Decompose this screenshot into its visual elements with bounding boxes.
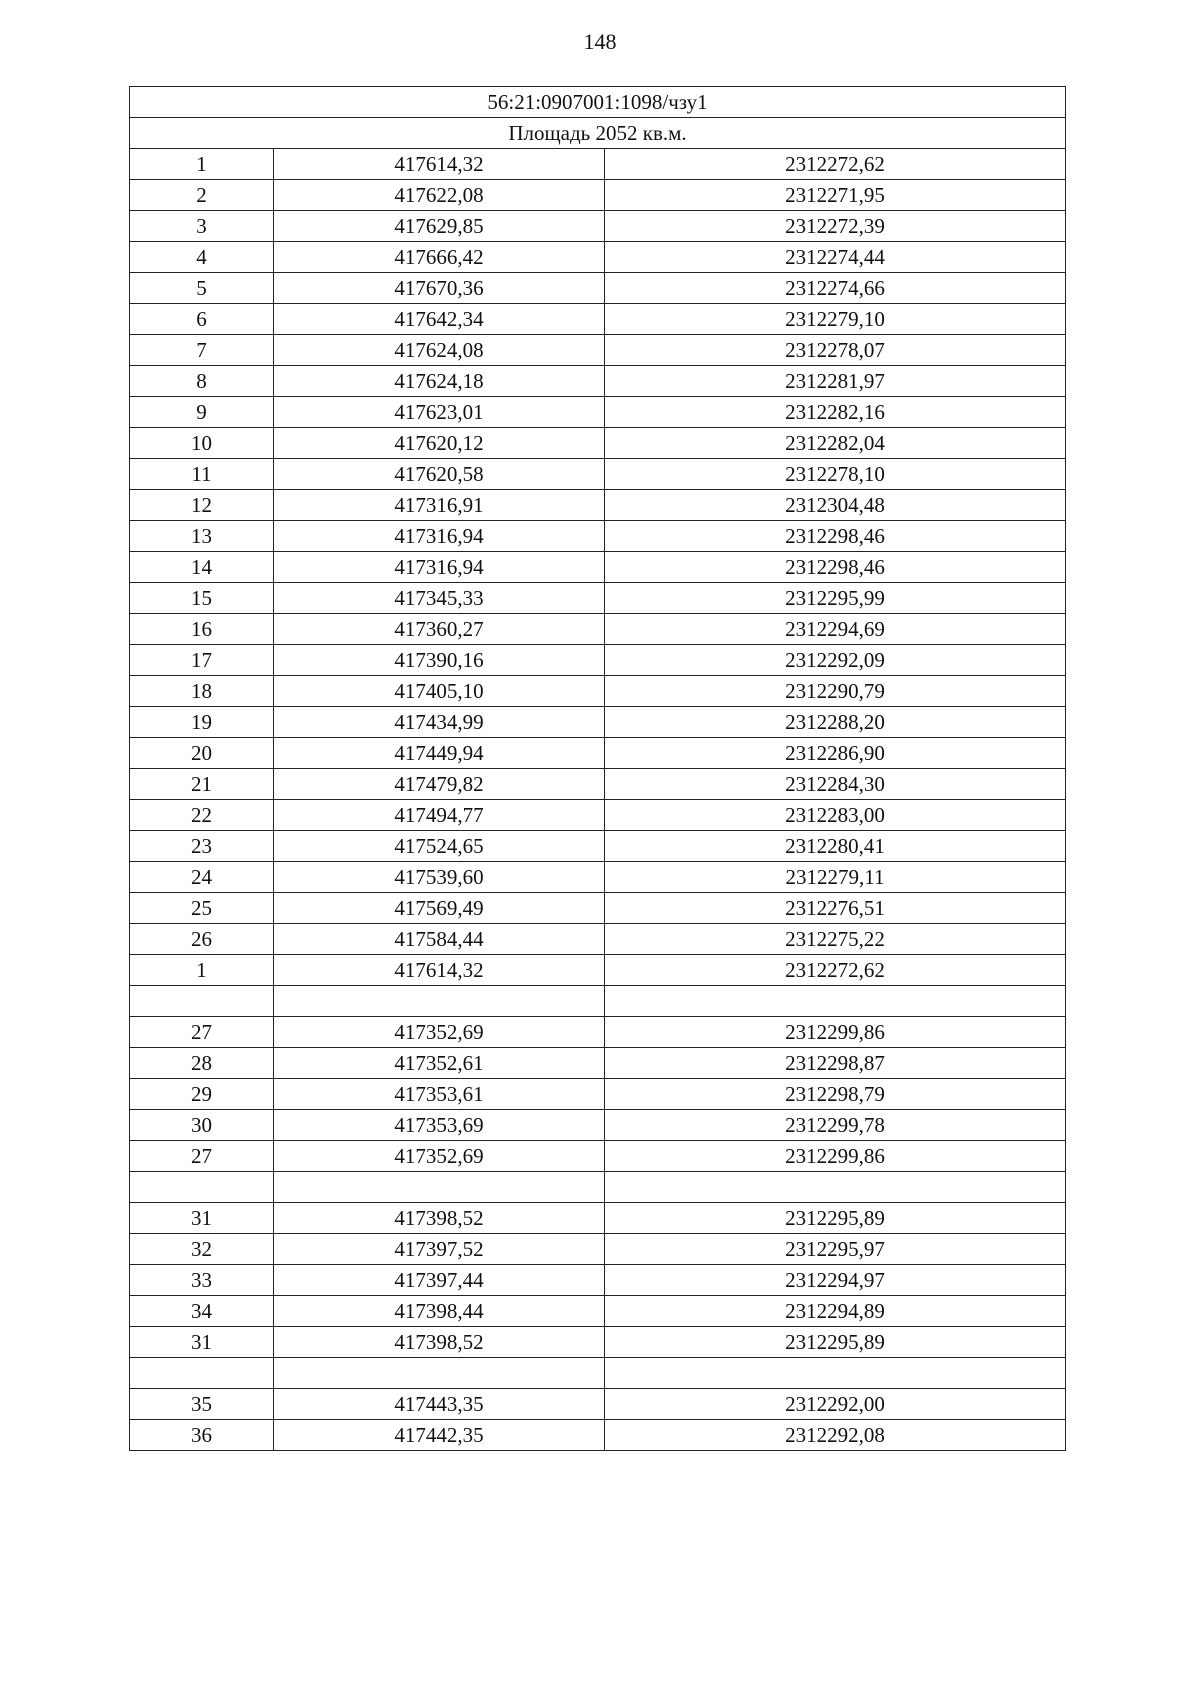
y-coordinate: 2312272,62 xyxy=(605,149,1066,180)
table-row xyxy=(130,1110,1066,1141)
point-number: 19 xyxy=(130,707,274,738)
x-coordinate: 417494,77 xyxy=(274,800,605,831)
table-row xyxy=(130,645,1066,676)
y-coordinate: 2312294,89 xyxy=(605,1296,1066,1327)
table-row xyxy=(130,769,1066,800)
x-coordinate: 417584,44 xyxy=(274,924,605,955)
point-number: 34 xyxy=(130,1296,274,1327)
y-coordinate: 2312292,08 xyxy=(605,1420,1066,1451)
x-coordinate: 417443,35 xyxy=(274,1389,605,1420)
x-coordinate: 417624,08 xyxy=(274,335,605,366)
x-coordinate: 417352,69 xyxy=(274,1141,605,1172)
point-number: 1 xyxy=(130,149,274,180)
point-number: 4 xyxy=(130,242,274,273)
y-coordinate: 2312298,87 xyxy=(605,1048,1066,1079)
x-coordinate: 417614,32 xyxy=(274,149,605,180)
table-row xyxy=(130,583,1066,614)
y-coordinate: 2312299,86 xyxy=(605,1017,1066,1048)
y-coordinate: 2312274,66 xyxy=(605,273,1066,304)
point-number: 2 xyxy=(130,180,274,211)
y-coordinate: 2312290,79 xyxy=(605,676,1066,707)
x-coordinate xyxy=(274,1358,605,1389)
table-row xyxy=(130,862,1066,893)
y-coordinate: 2312284,30 xyxy=(605,769,1066,800)
point-number: 5 xyxy=(130,273,274,304)
x-coordinate: 417614,32 xyxy=(274,955,605,986)
table-row xyxy=(130,1048,1066,1079)
y-coordinate: 2312295,99 xyxy=(605,583,1066,614)
table-row xyxy=(130,1017,1066,1048)
x-coordinate: 417316,94 xyxy=(274,552,605,583)
page-number: 148 xyxy=(583,29,617,54)
y-coordinate: 2312288,20 xyxy=(605,707,1066,738)
point-number: 16 xyxy=(130,614,274,645)
x-coordinate: 417479,82 xyxy=(274,769,605,800)
point-number: 17 xyxy=(130,645,274,676)
x-coordinate: 417390,16 xyxy=(274,645,605,676)
y-coordinate: 2312294,97 xyxy=(605,1265,1066,1296)
y-coordinate xyxy=(605,1358,1066,1389)
point-number xyxy=(130,986,274,1017)
y-coordinate: 2312298,79 xyxy=(605,1079,1066,1110)
point-number: 1 xyxy=(130,955,274,986)
x-coordinate: 417539,60 xyxy=(274,862,605,893)
point-number: 31 xyxy=(130,1203,274,1234)
table-row xyxy=(130,335,1066,366)
separator-row xyxy=(130,1172,1066,1203)
table-row xyxy=(130,1296,1066,1327)
point-number: 18 xyxy=(130,676,274,707)
x-coordinate: 417353,61 xyxy=(274,1079,605,1110)
x-coordinate: 417524,65 xyxy=(274,831,605,862)
x-coordinate: 417622,08 xyxy=(274,180,605,211)
area-label: Площадь 2052 кв.м. xyxy=(130,118,1066,149)
x-coordinate xyxy=(274,986,605,1017)
point-number: 3 xyxy=(130,211,274,242)
table-row xyxy=(130,304,1066,335)
x-coordinate: 417360,27 xyxy=(274,614,605,645)
y-coordinate: 2312271,95 xyxy=(605,180,1066,211)
table-row xyxy=(130,1265,1066,1296)
table-row xyxy=(130,490,1066,521)
table-row xyxy=(130,707,1066,738)
y-coordinate: 2312278,07 xyxy=(605,335,1066,366)
point-number: 13 xyxy=(130,521,274,552)
point-number: 11 xyxy=(130,459,274,490)
point-number: 35 xyxy=(130,1389,274,1420)
x-coordinate xyxy=(274,1172,605,1203)
coordinates-table-body xyxy=(130,87,1066,1451)
point-number: 23 xyxy=(130,831,274,862)
table-row xyxy=(130,1234,1066,1265)
point-number: 8 xyxy=(130,366,274,397)
table-row xyxy=(130,149,1066,180)
area-row xyxy=(130,118,1066,149)
x-coordinate: 417352,69 xyxy=(274,1017,605,1048)
point-number: 33 xyxy=(130,1265,274,1296)
table-row xyxy=(130,242,1066,273)
y-coordinate: 2312274,44 xyxy=(605,242,1066,273)
x-coordinate: 417642,34 xyxy=(274,304,605,335)
point-number: 27 xyxy=(130,1017,274,1048)
y-coordinate: 2312292,09 xyxy=(605,645,1066,676)
separator-row xyxy=(130,986,1066,1017)
y-coordinate: 2312294,69 xyxy=(605,614,1066,645)
y-coordinate: 2312295,89 xyxy=(605,1203,1066,1234)
y-coordinate: 2312279,11 xyxy=(605,862,1066,893)
table-row xyxy=(130,1141,1066,1172)
x-coordinate: 417398,44 xyxy=(274,1296,605,1327)
y-coordinate: 2312281,97 xyxy=(605,366,1066,397)
point-number xyxy=(130,1172,274,1203)
table-row xyxy=(130,738,1066,769)
point-number: 27 xyxy=(130,1141,274,1172)
x-coordinate: 417629,85 xyxy=(274,211,605,242)
point-number: 12 xyxy=(130,490,274,521)
y-coordinate: 2312272,62 xyxy=(605,955,1066,986)
table-row xyxy=(130,893,1066,924)
point-number: 21 xyxy=(130,769,274,800)
y-coordinate: 2312283,00 xyxy=(605,800,1066,831)
x-coordinate: 417316,94 xyxy=(274,521,605,552)
x-coordinate: 417442,35 xyxy=(274,1420,605,1451)
x-coordinate: 417397,44 xyxy=(274,1265,605,1296)
point-number: 20 xyxy=(130,738,274,769)
table-row xyxy=(130,955,1066,986)
y-coordinate: 2312278,10 xyxy=(605,459,1066,490)
table-row xyxy=(130,366,1066,397)
x-coordinate: 417624,18 xyxy=(274,366,605,397)
table-row xyxy=(130,552,1066,583)
table-row xyxy=(130,676,1066,707)
table-row xyxy=(130,1389,1066,1420)
y-coordinate: 2312275,22 xyxy=(605,924,1066,955)
y-coordinate: 2312282,04 xyxy=(605,428,1066,459)
point-number: 29 xyxy=(130,1079,274,1110)
y-coordinate: 2312292,00 xyxy=(605,1389,1066,1420)
point-number: 14 xyxy=(130,552,274,583)
x-coordinate: 417345,33 xyxy=(274,583,605,614)
point-number: 7 xyxy=(130,335,274,366)
table-row xyxy=(130,180,1066,211)
x-coordinate: 417316,91 xyxy=(274,490,605,521)
parcel-id-row xyxy=(130,87,1066,118)
table-row xyxy=(130,428,1066,459)
table-row xyxy=(130,273,1066,304)
x-coordinate: 417352,61 xyxy=(274,1048,605,1079)
table-row xyxy=(130,831,1066,862)
separator-row xyxy=(130,1358,1066,1389)
x-coordinate: 417397,52 xyxy=(274,1234,605,1265)
x-coordinate: 417620,12 xyxy=(274,428,605,459)
point-number: 28 xyxy=(130,1048,274,1079)
y-coordinate xyxy=(605,986,1066,1017)
x-coordinate: 417620,58 xyxy=(274,459,605,490)
y-coordinate: 2312282,16 xyxy=(605,397,1066,428)
point-number: 31 xyxy=(130,1327,274,1358)
point-number: 36 xyxy=(130,1420,274,1451)
coordinates-table xyxy=(129,86,1066,1451)
table-row xyxy=(130,1327,1066,1358)
y-coordinate: 2312276,51 xyxy=(605,893,1066,924)
table-row xyxy=(130,397,1066,428)
y-coordinate: 2312279,10 xyxy=(605,304,1066,335)
x-coordinate: 417434,99 xyxy=(274,707,605,738)
point-number: 32 xyxy=(130,1234,274,1265)
x-coordinate: 417353,69 xyxy=(274,1110,605,1141)
table-row xyxy=(130,459,1066,490)
x-coordinate: 417449,94 xyxy=(274,738,605,769)
y-coordinate xyxy=(605,1172,1066,1203)
point-number: 30 xyxy=(130,1110,274,1141)
table-row xyxy=(130,521,1066,552)
y-coordinate: 2312304,48 xyxy=(605,490,1066,521)
point-number: 25 xyxy=(130,893,274,924)
y-coordinate: 2312298,46 xyxy=(605,552,1066,583)
point-number: 22 xyxy=(130,800,274,831)
table-row xyxy=(130,614,1066,645)
table-row xyxy=(130,1203,1066,1234)
x-coordinate: 417398,52 xyxy=(274,1327,605,1358)
table-row xyxy=(130,924,1066,955)
point-number: 10 xyxy=(130,428,274,459)
table-row xyxy=(130,800,1066,831)
y-coordinate: 2312295,89 xyxy=(605,1327,1066,1358)
point-number: 15 xyxy=(130,583,274,614)
y-coordinate: 2312299,78 xyxy=(605,1110,1066,1141)
y-coordinate: 2312272,39 xyxy=(605,211,1066,242)
y-coordinate: 2312299,86 xyxy=(605,1141,1066,1172)
y-coordinate: 2312280,41 xyxy=(605,831,1066,862)
x-coordinate: 417405,10 xyxy=(274,676,605,707)
table-row xyxy=(130,1420,1066,1451)
y-coordinate: 2312295,97 xyxy=(605,1234,1066,1265)
y-coordinate: 2312286,90 xyxy=(605,738,1066,769)
parcel-id: 56:21:0907001:1098/чзу1 xyxy=(130,87,1066,118)
point-number: 9 xyxy=(130,397,274,428)
point-number: 6 xyxy=(130,304,274,335)
x-coordinate: 417670,36 xyxy=(274,273,605,304)
point-number: 24 xyxy=(130,862,274,893)
x-coordinate: 417569,49 xyxy=(274,893,605,924)
x-coordinate: 417398,52 xyxy=(274,1203,605,1234)
point-number: 26 xyxy=(130,924,274,955)
y-coordinate: 2312298,46 xyxy=(605,521,1066,552)
x-coordinate: 417666,42 xyxy=(274,242,605,273)
table-row xyxy=(130,1079,1066,1110)
x-coordinate: 417623,01 xyxy=(274,397,605,428)
point-number xyxy=(130,1358,274,1389)
table-row xyxy=(130,211,1066,242)
